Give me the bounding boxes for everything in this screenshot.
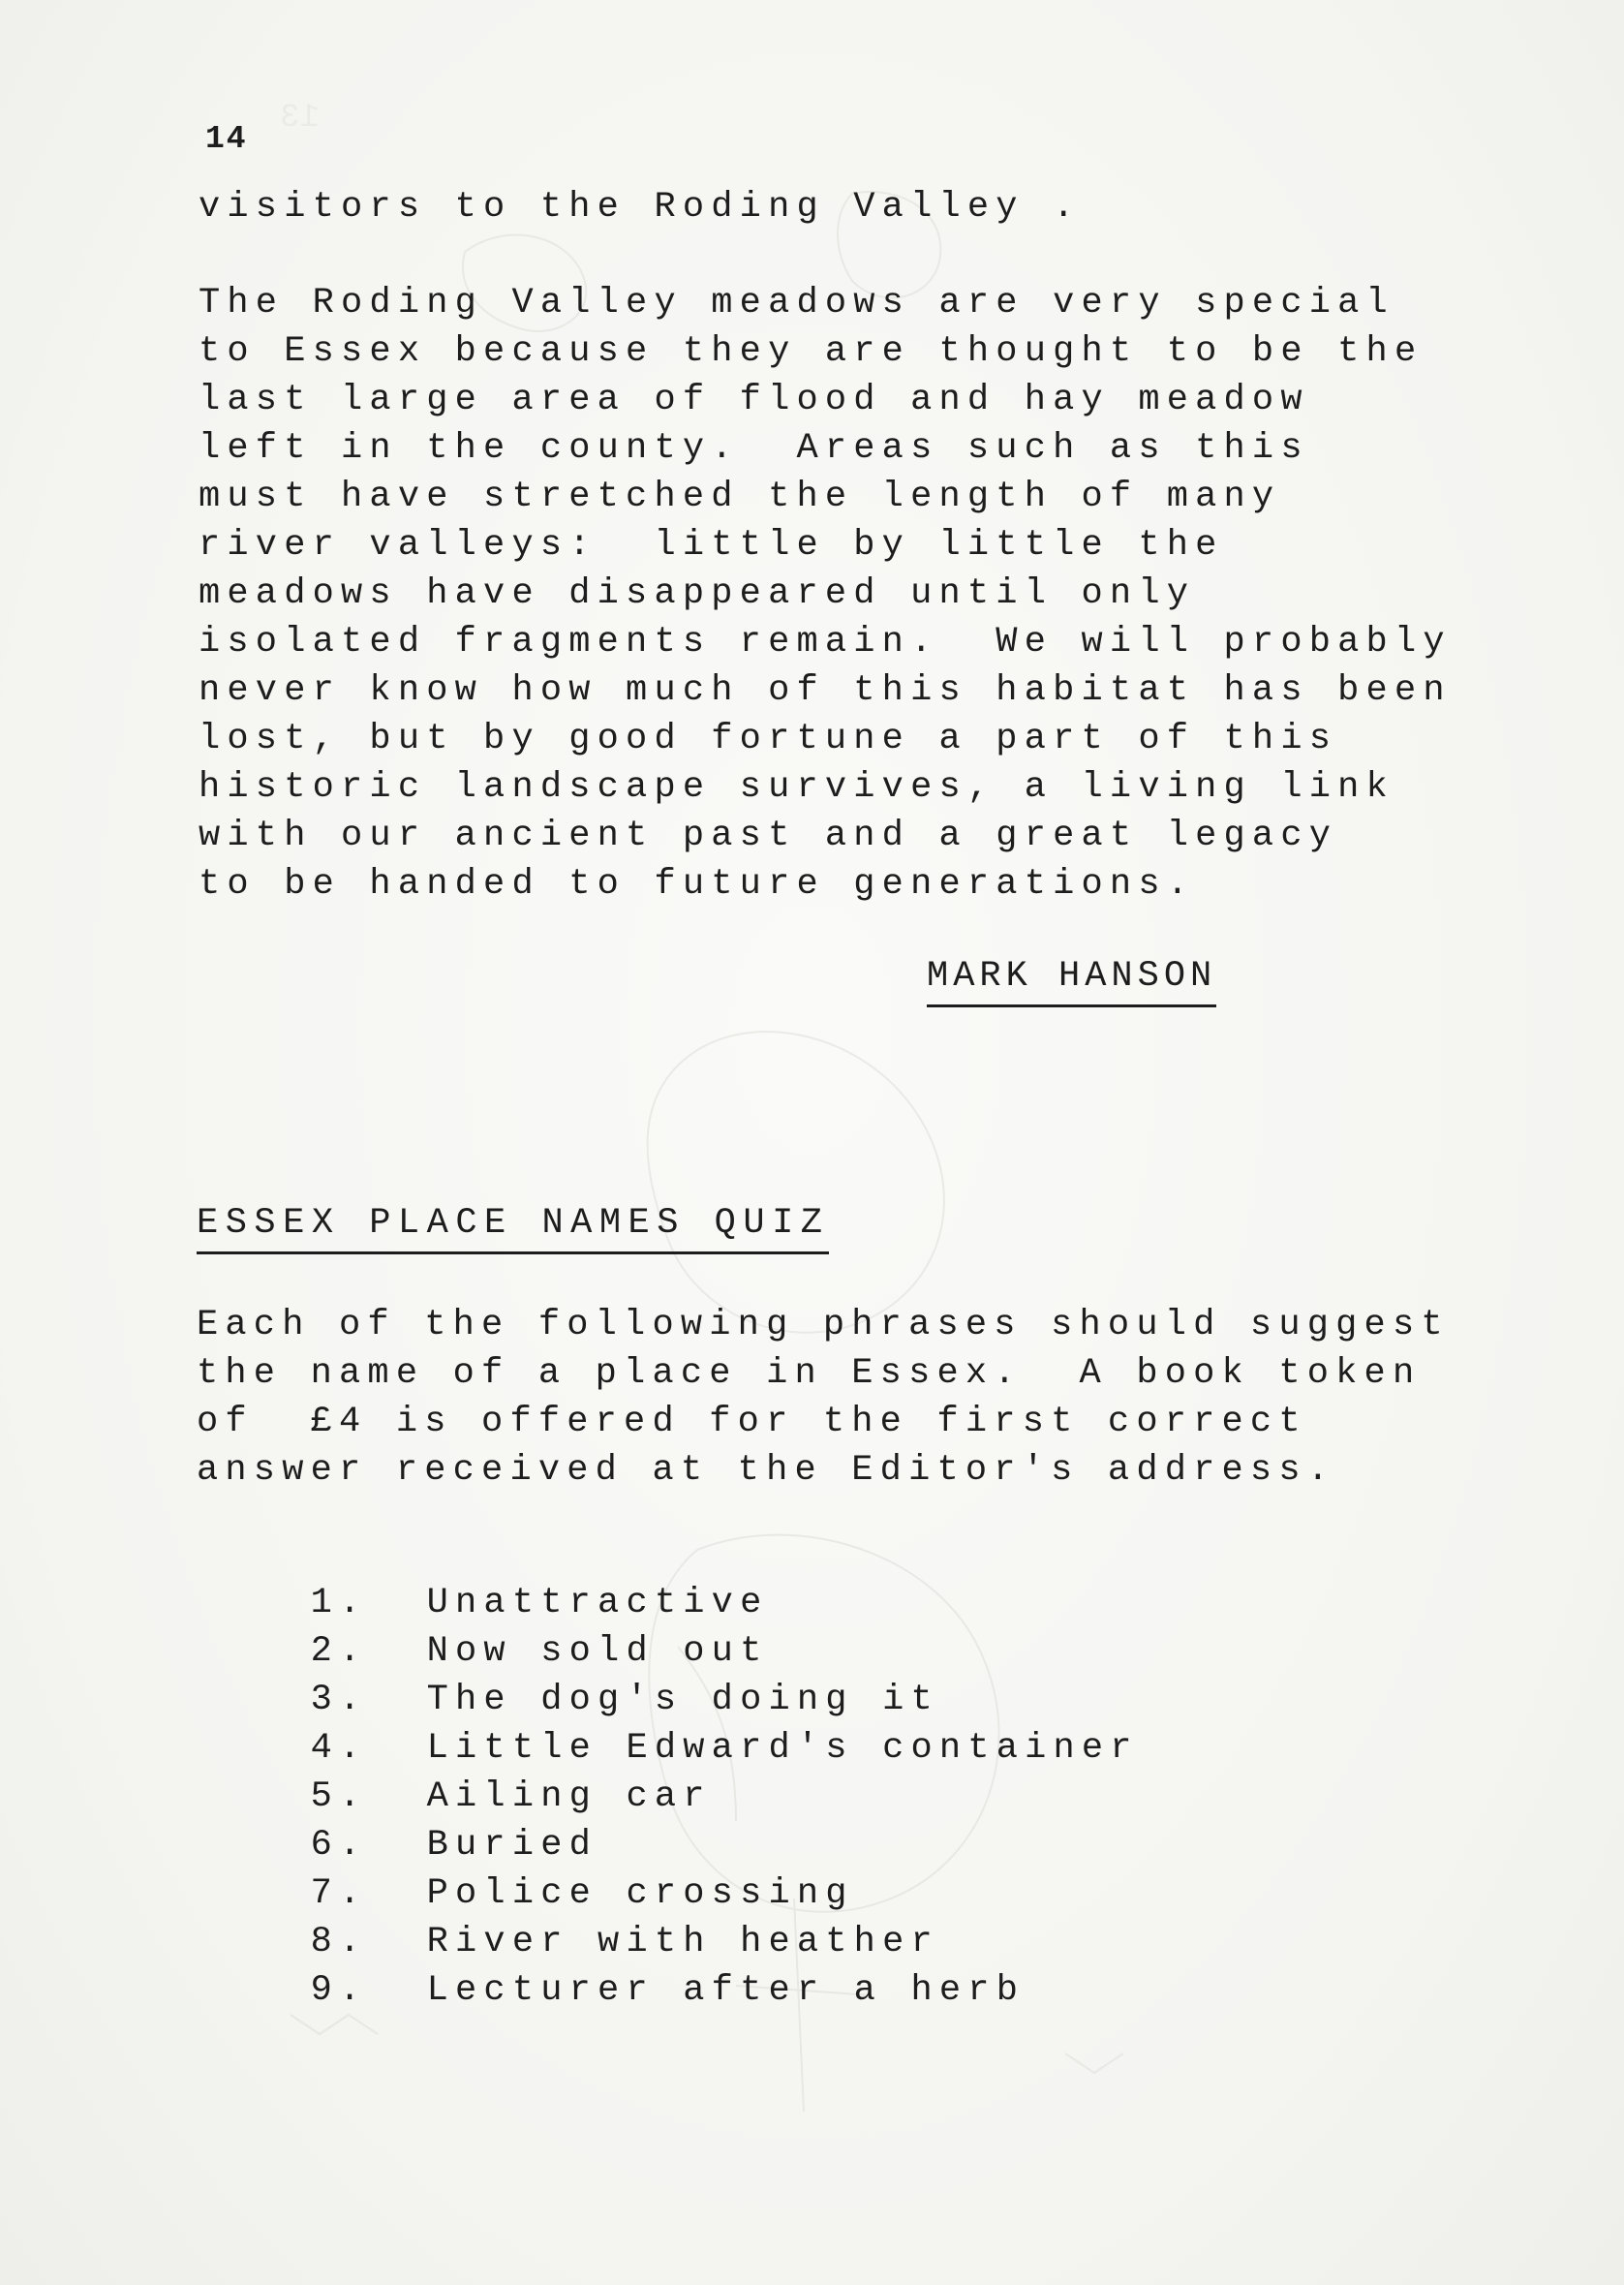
article-line: isolated fragments remain. We will probably [199, 622, 1452, 663]
quiz-item-text: Police crossing [426, 1873, 854, 1914]
quiz-title: ESSEX PLACE NAMES QUIZ [197, 1206, 829, 1254]
quiz-item-number: 8. [310, 1922, 368, 1962]
quiz-item-number: 4. [310, 1728, 368, 1769]
quiz-item-text: River with heather [426, 1922, 939, 1962]
quiz-item [197, 1937, 1025, 2045]
quiz-item-text: Little Edward's container [426, 1728, 1139, 1769]
quiz-intro-line: Each of the following phrases should suggest [197, 1305, 1450, 1345]
article-line: never know how much of this habitat has been [199, 670, 1452, 711]
quiz-item-number: 2. [310, 1631, 368, 1672]
quiz-item-number: 7. [310, 1873, 368, 1914]
article-line: river valleys: little by little the [199, 525, 1224, 566]
page-number: 14 [205, 121, 248, 157]
quiz-intro-line: the name of a place in Essex. A book token [197, 1353, 1422, 1394]
quiz-item-number: 6. [310, 1825, 368, 1866]
article-line: meadows have disappeared until only [199, 573, 1196, 614]
article-line: historic landscape survives, a living link [199, 767, 1394, 808]
article-line: last large area of flood and hay meadow [199, 380, 1309, 420]
quiz-intro-line: of £4 is offered for the first correct [197, 1402, 1307, 1442]
quiz-intro-line: answer received at the Editor's address. [197, 1450, 1336, 1491]
article-line: must have stretched the length of many [199, 477, 1281, 517]
article-line: to be handed to future generations. [199, 864, 1196, 905]
svg-text:13: 13 [280, 100, 320, 137]
quiz-item-text: Lecturer after a herb [426, 1970, 1026, 2011]
article-line: with our ancient past and a great legacy [199, 816, 1338, 856]
article-line: to Essex because they are thought to be the [199, 331, 1424, 372]
quiz-item-number: 5. [310, 1776, 368, 1817]
article-line: The Roding Valley meadows are very special [199, 283, 1394, 324]
quiz-item-text: Unattractive [426, 1583, 769, 1623]
quiz-item-text: Ailing car [426, 1776, 712, 1817]
article-line: left in the county. Areas such as this [199, 428, 1309, 469]
quiz-item-text: The dog's doing it [426, 1680, 939, 1720]
quiz-item-number: 1. [310, 1583, 368, 1623]
quiz-item-number: 3. [310, 1680, 368, 1720]
quiz-item-text: Buried [426, 1825, 598, 1866]
quiz-item-number: 9. [310, 1970, 368, 2011]
article-line: lost, but by good fortune a part of this [199, 719, 1338, 759]
author-signature: MARK HANSON [927, 959, 1216, 1007]
article-line: visitors to the Roding Valley . [199, 187, 1082, 228]
quiz-item-text: Now sold out [426, 1631, 769, 1672]
